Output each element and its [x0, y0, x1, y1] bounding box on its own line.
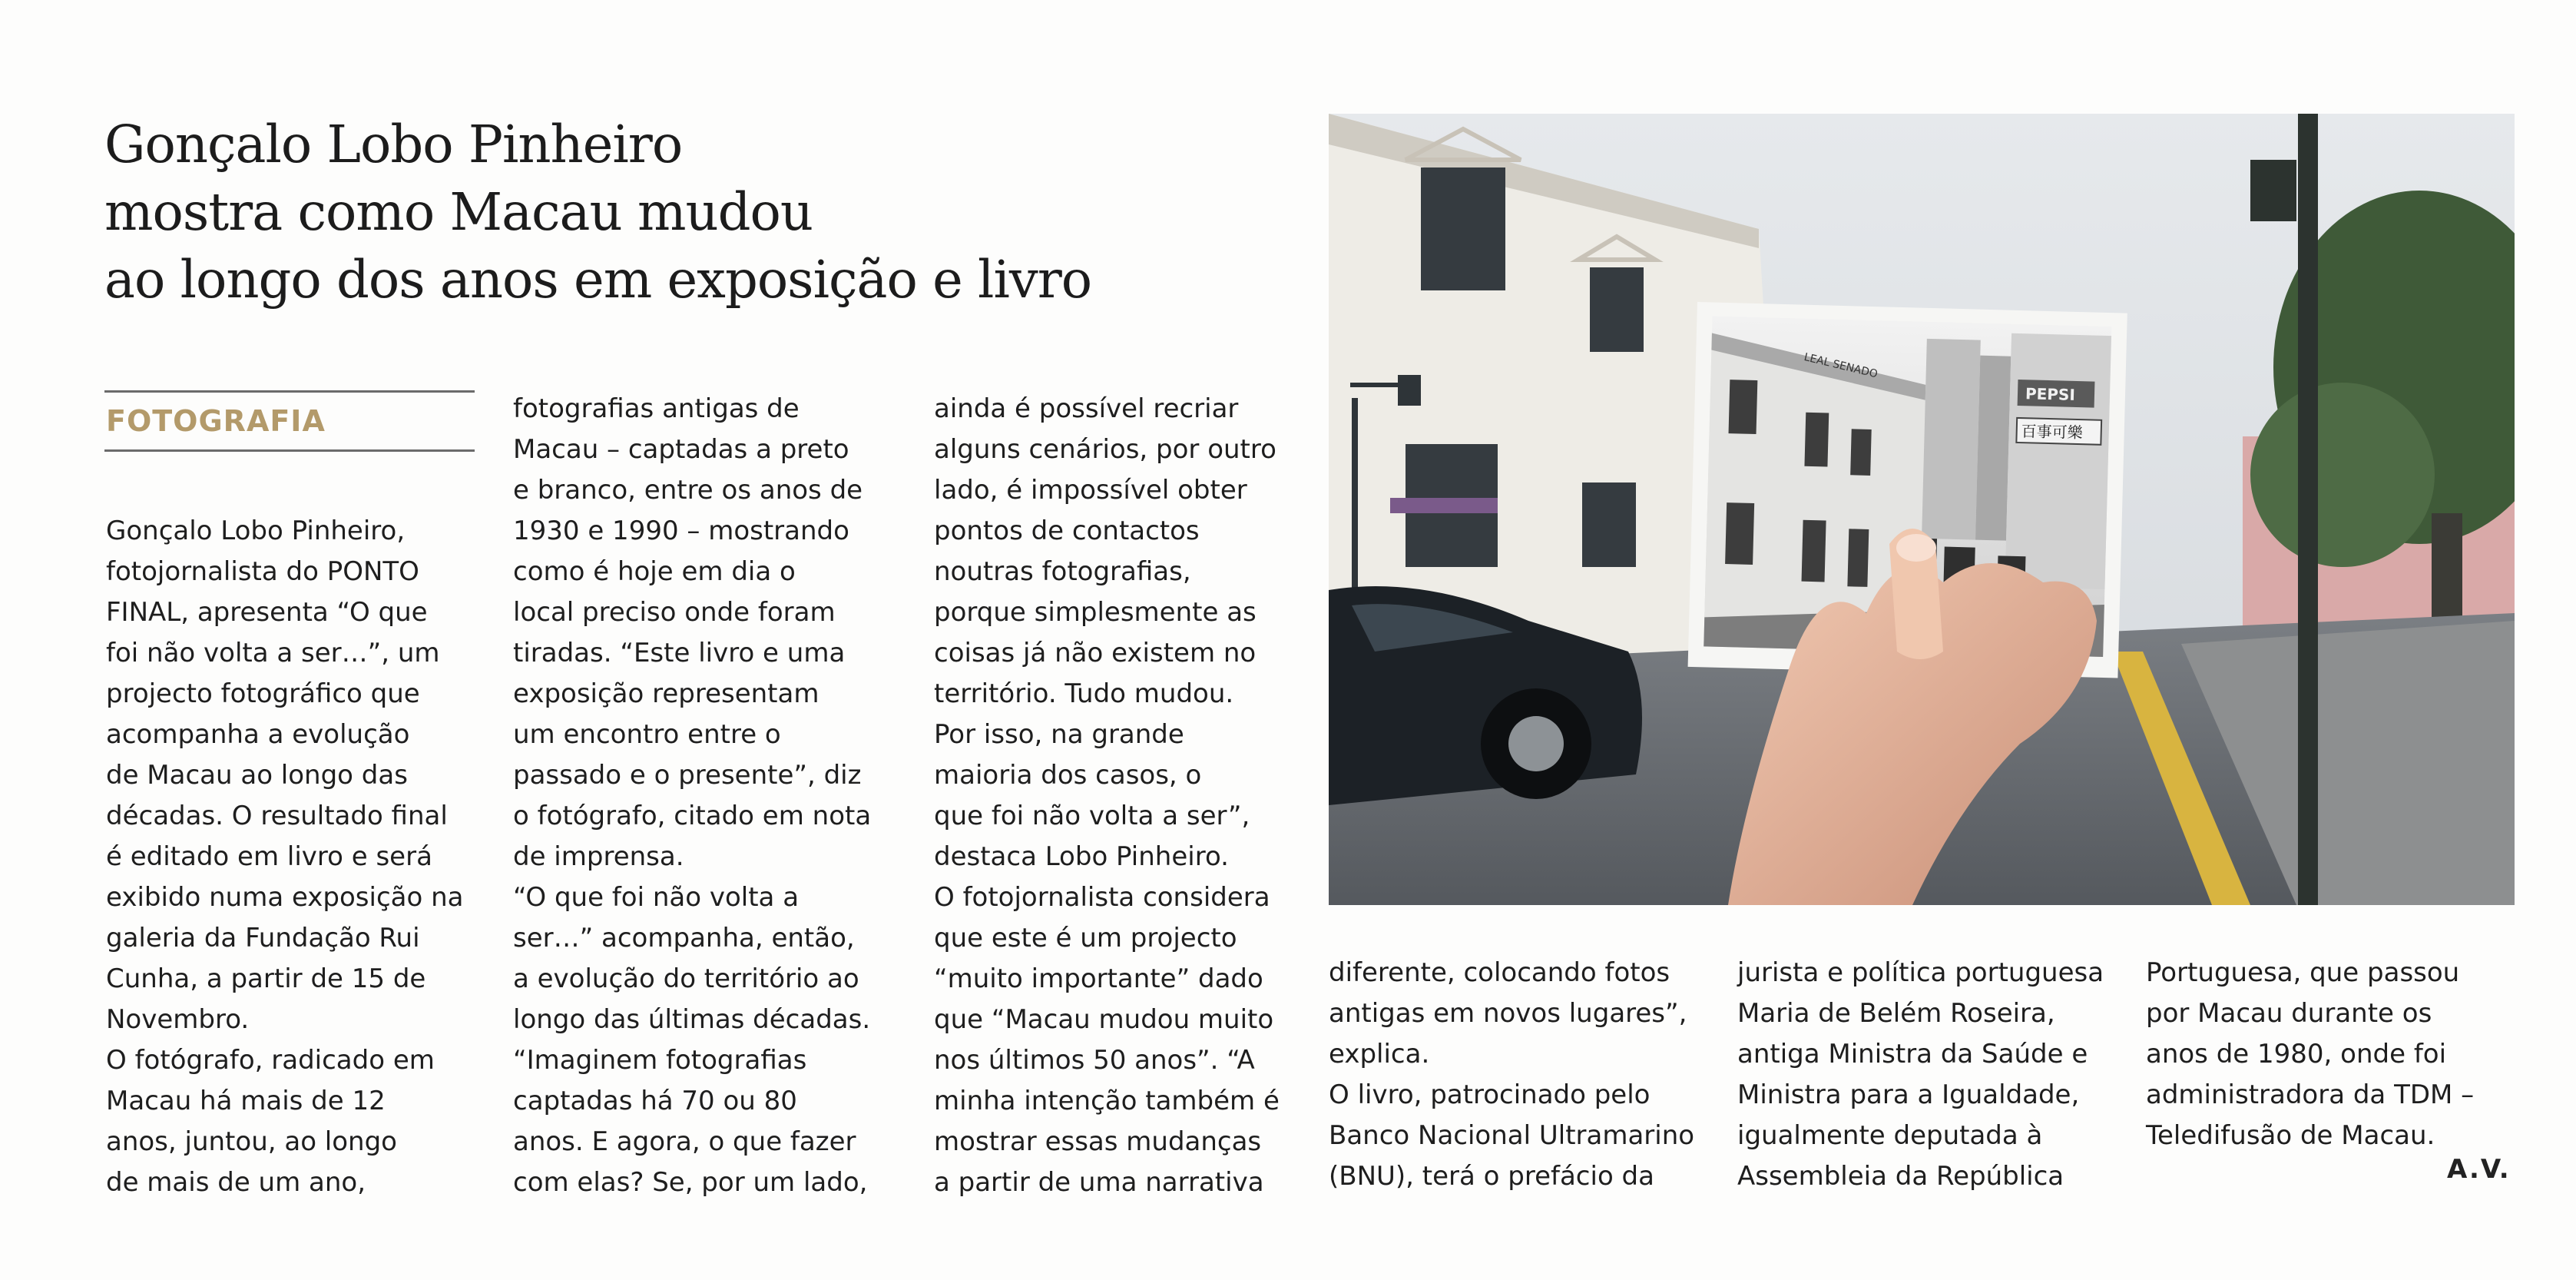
article-text-line: “Imaginem fotografias: [513, 1045, 807, 1076]
article-text-line: Macau – captadas a preto: [513, 434, 849, 465]
article-column-3: [934, 389, 1280, 1203]
article-text-line: de imprensa.: [513, 841, 684, 872]
article-text-line: mostrar essas mudanças: [934, 1126, 1262, 1157]
article-text-line: exposição representam: [513, 678, 819, 709]
article-text-line: coisas já não existem no: [934, 638, 1257, 668]
article-text-line: a evolução do território ao: [513, 963, 859, 994]
article-text-line: ser…” acompanha, então,: [513, 923, 855, 953]
article-text-line: “O que foi não volta a: [513, 882, 800, 913]
section-label-text: FOTOGRAFIA: [106, 404, 326, 438]
article-text-line: Novembro.: [106, 1004, 250, 1035]
headline-line: Gonçalo Lobo Pinheiro: [104, 114, 683, 174]
article-text-line: território. Tudo mudou.: [934, 678, 1234, 709]
article-text-line: projecto fotográfico que: [106, 678, 420, 709]
article-text-line: explica.: [1329, 1039, 1430, 1069]
article-text-line: porque simplesmente as: [934, 597, 1257, 628]
article-text-line: alguns cenários, por outro: [934, 434, 1276, 465]
article-text-line: FINAL, apresenta “O que: [106, 597, 428, 628]
article-text-line: décadas. O resultado final: [106, 801, 448, 831]
article-text-line: Maria de Belém Roseira,: [1737, 998, 2055, 1029]
author-signature: A.V.: [2447, 1154, 2511, 1185]
article-column-2: [513, 389, 871, 1203]
article-text-line: Macau há mais de 12: [106, 1086, 386, 1116]
article-text-line: anos, juntou, ao longo: [106, 1126, 397, 1157]
article-text-line: Ministra para a Igualdade,: [1737, 1079, 2080, 1110]
article-text-line: jurista e política portuguesa: [1737, 957, 2104, 988]
article-text-line: galeria da Fundação Rui: [106, 923, 420, 953]
article-column-6: [2146, 953, 2474, 1156]
article-text-line: Cunha, a partir de 15 de: [106, 963, 426, 994]
article-text-line: local preciso onde foram: [513, 597, 836, 628]
section-label: [104, 390, 475, 452]
headline: [104, 111, 1303, 313]
article-text-line: fotografias antigas de: [513, 393, 800, 424]
article-text-line: que este é um projecto: [934, 923, 1237, 953]
article-text-line: Banco Nacional Ultramarino: [1329, 1120, 1695, 1151]
article-text-line: antiga Ministra da Saúde e: [1737, 1039, 2088, 1069]
article-text-line: Assembleia da República: [1737, 1161, 2064, 1192]
article-text-line: pontos de contactos: [934, 516, 1200, 546]
article-column-1: [106, 511, 463, 1203]
article-text-line: “muito importante” dado: [934, 963, 1263, 994]
article-text-line: um encontro entre o: [513, 719, 781, 750]
article-text-line: 1930 e 1990 – mostrando: [513, 516, 849, 546]
article-text-line: o fotógrafo, citado em nota: [513, 801, 872, 831]
article-text-line: exibido numa exposição na: [106, 882, 464, 913]
headline-line: ao longo dos anos em exposição e livro: [104, 250, 1092, 310]
article-text-line: administradora da TDM –: [2146, 1079, 2475, 1110]
article-text-line: Gonçalo Lobo Pinheiro,: [106, 516, 406, 546]
article-text-line: passado e o presente”, diz: [513, 760, 862, 791]
article-text-line: captadas há 70 ou 80: [513, 1086, 797, 1116]
headline-line: mostra como Macau mudou: [104, 182, 813, 242]
article-text-line: acompanha a evolução: [106, 719, 410, 750]
article-column-4: [1329, 953, 1694, 1197]
article-text-line: foi não volta a ser…”, um: [106, 638, 440, 668]
article-text-line: tiradas. “Este livro e uma: [513, 638, 846, 668]
article-text-line: O livro, patrocinado pelo: [1329, 1079, 1651, 1110]
article-text-line: Portuguesa, que passou: [2146, 957, 2460, 988]
article-text-line: longo das últimas décadas.: [513, 1004, 871, 1035]
article-text-line: como é hoje em dia o: [513, 556, 796, 587]
article-text-line: nos últimos 50 anos”. “A: [934, 1045, 1255, 1076]
article-text-line: destaca Lobo Pinheiro.: [934, 841, 1229, 872]
article-text-line: de mais de um ano,: [106, 1167, 366, 1198]
leal-senado-sign: LEAL SENADO: [1803, 350, 1879, 381]
article-text-line: a partir de uma narrativa: [934, 1167, 1264, 1198]
article-text-line: é editado em livro e será: [106, 841, 432, 872]
photo-illustration: [1329, 114, 2515, 905]
article-text-line: anos de 1980, onde foi: [2146, 1039, 2447, 1069]
article-text-line: (BNU), terá o prefácio da: [1329, 1161, 1654, 1192]
article-photo: [1329, 114, 2515, 905]
article-text-line: igualmente deputada à: [1737, 1120, 2043, 1151]
article-text-line: e branco, entre os anos de: [513, 475, 863, 506]
chinese-sign: 百事可樂: [2021, 422, 2084, 443]
article-text-line: noutras fotografias,: [934, 556, 1191, 587]
article-text-line: lado, é impossível obter: [934, 475, 1247, 506]
article-text-line: fotojornalista do PONTO: [106, 556, 419, 587]
article-text-line: que foi não volta a ser”,: [934, 801, 1250, 831]
article-text-line: anos. E agora, o que fazer: [513, 1126, 856, 1157]
article-text-line: por Macau durante os: [2146, 998, 2432, 1029]
article-text-line: diferente, colocando fotos: [1329, 957, 1670, 988]
article-text-line: Teledifusão de Macau.: [2146, 1120, 2435, 1151]
article-column-5: [1737, 953, 2104, 1197]
pepsi-sign: PEPSI: [2025, 384, 2076, 404]
article-text-line: O fotojornalista considera: [934, 882, 1270, 913]
article-text-line: com elas? Se, por um lado,: [513, 1167, 868, 1198]
article-text-line: ainda é possível recriar: [934, 393, 1239, 424]
article-text-line: de Macau ao longo das: [106, 760, 408, 791]
article-text-line: antigas em novos lugares”,: [1329, 998, 1687, 1029]
article-text-line: maioria dos casos, o: [934, 760, 1202, 791]
article-text-line: Por isso, na grande: [934, 719, 1184, 750]
article-text-line: que “Macau mudou muito: [934, 1004, 1274, 1035]
article-text-line: O fotógrafo, radicado em: [106, 1045, 435, 1076]
article-text-line: minha intenção também é: [934, 1086, 1280, 1116]
